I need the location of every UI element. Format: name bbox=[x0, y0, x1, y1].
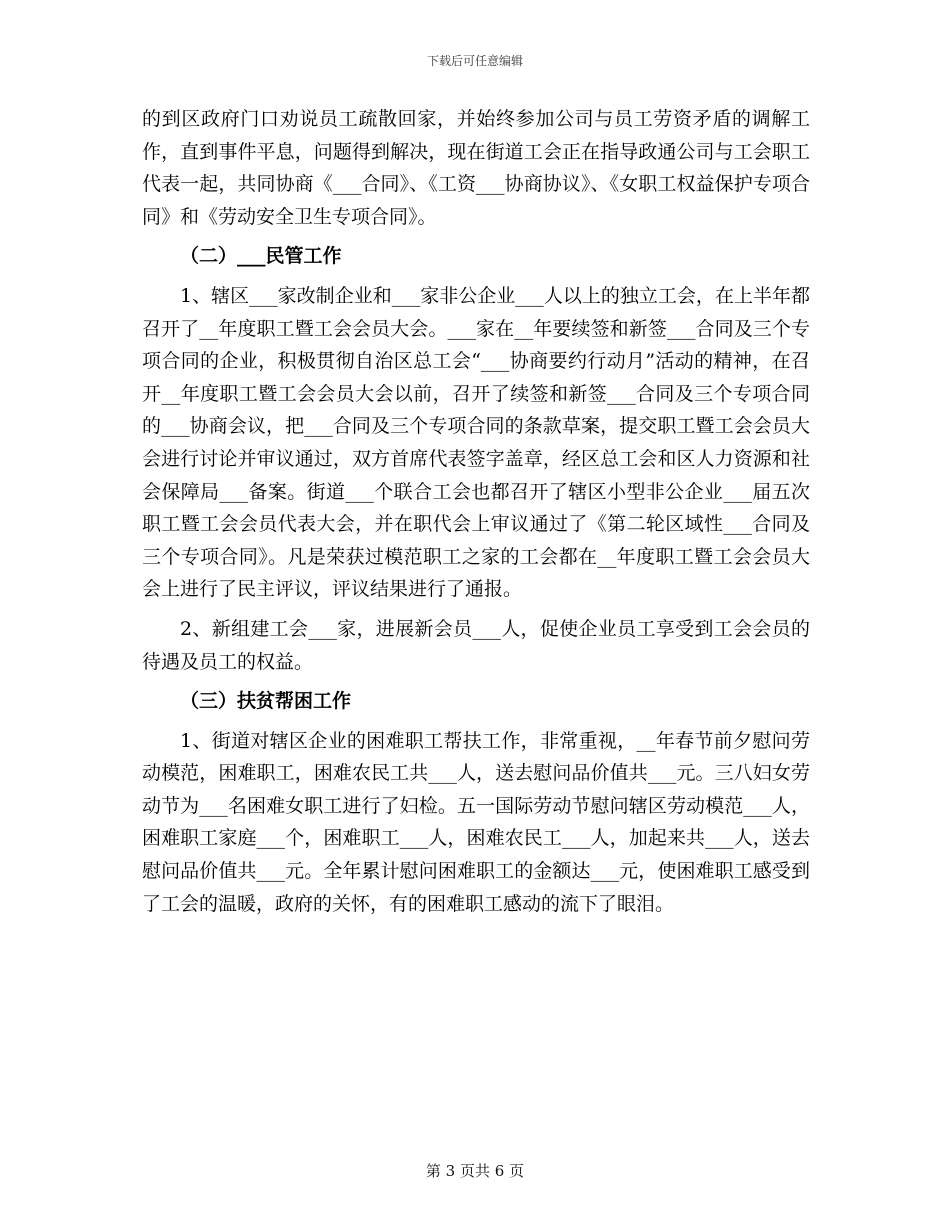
page-header: 下载后可任意编辑 bbox=[426, 54, 523, 68]
page-number: 第 3 页共 6 页 bbox=[425, 1162, 525, 1180]
document-body bbox=[142, 103, 810, 920]
paragraph-union-meetings: 1、辖区___家改制企业和___家非公企业___人以上的独立工会，在上半年都召开了__年度职工暨工会会员大会。___家在__年要续签和新签___合同及三个专项合同的企业，积极贯彻自治区总工会“___协商要约行动月”活动的精神，在召开__年度职工暨工会会员大会以前，召开了续签和新签___合同及三个专项合同的___协商会议，把___合同及三个专项合同的条款草案，提交职工暨工会会员大会进行讨论并审议通过，双方首席代表签字盖章，经区总工会和区人力资源和社会保障局___备案。街道___个联合工会也都召开了辖区小型非公企业___届五次职工暨工会会员代表大会，并在职代会上审议通过了《第二轮区域性___合同及三个专项合同》。凡是荣获过模范职工之家的工会都在__年度职工暨工会会员大会上进行了民主评议，评议结果进行了通报。 bbox=[142, 284, 810, 601]
section-gap bbox=[142, 273, 810, 280]
section-heading-poverty-relief: （三）扶贫帮困工作 bbox=[180, 690, 352, 713]
paragraph-new-unions: 2、新组建工会___家，进展新会员___人，促使企业员工享受到工会会员的待遇及员工的权益。 bbox=[142, 617, 810, 673]
section-gap bbox=[142, 718, 810, 725]
continuation-paragraph: 的到区政府门口劝说员工疏散回家，并始终参加公司与员工劳资矛盾的调解工作，直到事件平息，问题得到解决，现在街道工会正在指导政通公司与工会职工代表一起，共同协商《___合同》、《工资___协商协议》、《女职工权益保护专项合同》和《劳动安全卫生专项合同》。 bbox=[142, 108, 810, 228]
section-gap bbox=[142, 678, 810, 685]
paragraph-relief-work: 1、街道对辖区企业的困难职工帮扶工作，非常重视，__年春节前夕慰问劳动模范，困难职工，困难农民工共___人，送去慰问品价值共___元。三八妇女劳动节为___名困难女职工进行了妇检。五一国际劳动节慰问辖区劳动模范___人，困难职工家庭___个，困难职工___人，困难农民工___人，加起来共___人，送去慰问品价值共___元。全年累计慰问困难职工的金额达___元，使困难职工感受到了工会的温暖，政府的关怀，有的困难职工感动的流下了眼泪。 bbox=[142, 729, 810, 915]
section-heading-democratic-management: （二）___民管工作 bbox=[180, 245, 342, 268]
section-gap bbox=[142, 606, 810, 613]
section-gap bbox=[142, 233, 810, 240]
